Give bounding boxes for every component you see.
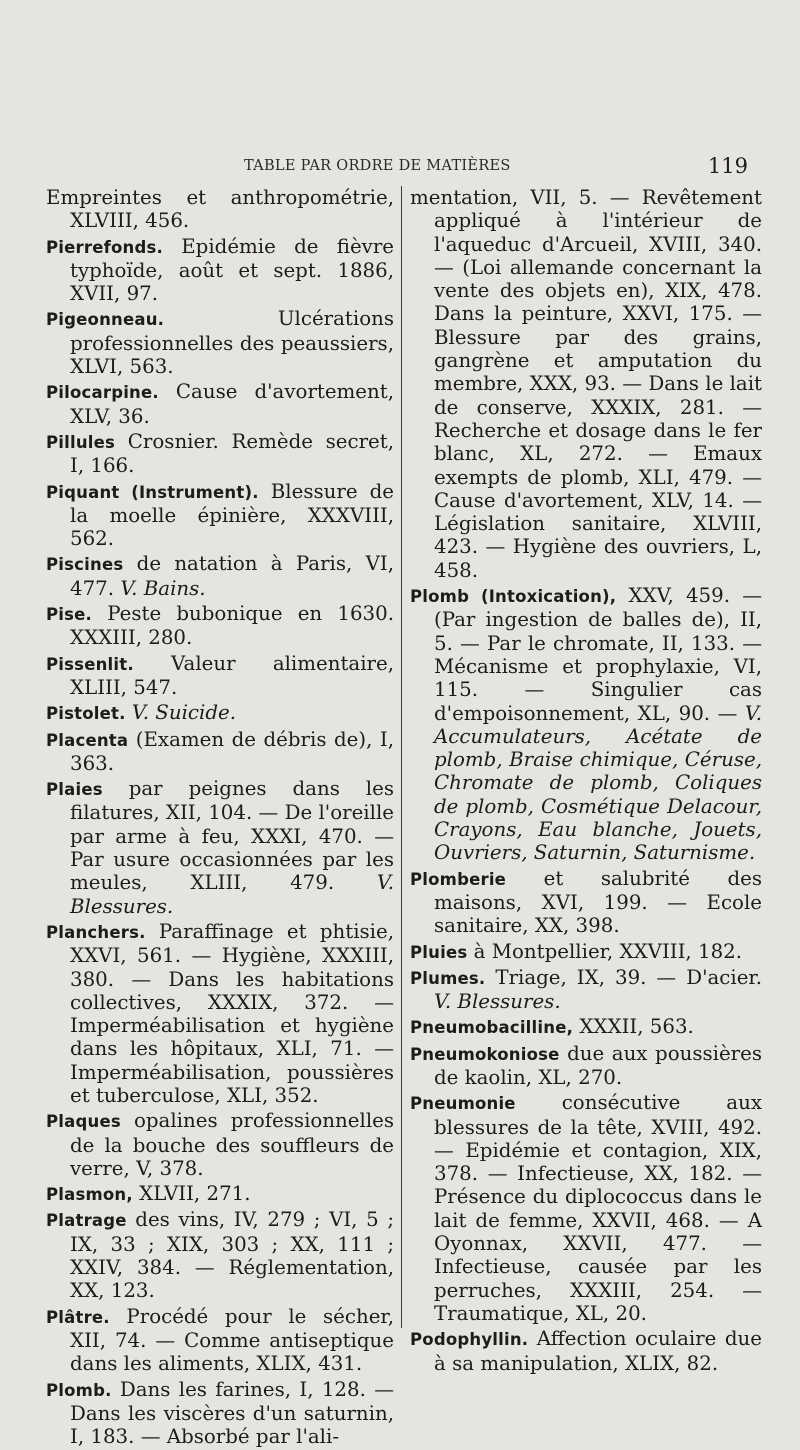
entry-headword: Piquant (Instrument).: [46, 482, 259, 502]
entry-text: XXXII, 563.: [573, 1015, 694, 1039]
entry-text: de natation à Paris, VI, 477.: [70, 552, 394, 600]
index-entry: [46, 1208, 394, 1302]
index-entry: [410, 940, 762, 964]
entry-text: Peste bubonique en 1630. XXXIII, 280.: [70, 602, 394, 650]
entry-headword: Plumes.: [410, 968, 486, 988]
index-entry: [46, 307, 394, 378]
entry-headword: Plomb (Intoxication),: [410, 587, 617, 607]
entry-text: consécutive aux blessures de la tête, XVIII, 492. — Epidémie et contagion, XIX, 378. — Infectieuse, XX, 182. — Présence du diplococcus dans le lait de femme, XXVII, 468. — A Oyonnax, XXVII, 477. — Infectieuse, causée par les perruches, XXXIII, 254. — Traumatique, XL, 20.: [434, 1091, 762, 1325]
entry-headword: Pistolet.: [46, 704, 126, 724]
entry-cross-reference: V. Accumulateurs, Acétate de plomb, Braise chimique, Céruse, Chromate de plomb, Coliques de plomb, Cosmétique Delacour, Crayons, Eau blanche, Jouets, Ouvriers, Saturnin, Saturnisme.: [434, 701, 762, 865]
entry-headword: Planchers.: [46, 922, 146, 942]
entry-text: Triage, IX, 39. — D'acier.: [485, 965, 762, 989]
index-entry: [46, 652, 394, 700]
index-entry: [46, 1305, 394, 1376]
entry-text: et salubrité des maisons, XVI, 199. — Ecole sanitaire, XX, 398.: [434, 866, 762, 938]
index-entry: [46, 1109, 394, 1180]
entry-headword: Pissenlit.: [46, 654, 134, 674]
index-entry: [46, 701, 394, 725]
entry-headword: Pigeonneau.: [46, 310, 165, 330]
entry-headword: Pneumobacilline,: [410, 1018, 574, 1038]
entry-text: opalines professionnelles de la bouche des souffleurs de verre, V, 378.: [70, 1109, 394, 1180]
index-entry: [46, 1182, 394, 1206]
entry-headword: Plomb.: [46, 1380, 112, 1400]
entry-cross-reference: V. Blessures.: [434, 990, 561, 1014]
index-entry: [410, 1327, 762, 1375]
index-entry: [46, 380, 394, 428]
entry-cross-reference: V. Bains.: [120, 576, 206, 600]
entry-text: mentation, VII, 5. — Revêtement appliqué à l'intérieur de l'aqueduc d'Arcueil, XVIII, 340. — (Loi allemande concernant la vente des objets en), XIX, 478. Dans la peinture, XXVI, 175. — Blessure par des grains, gangrène et amputation du membre, XXX, 93. — Dans le lait de conserve, XXXIX, 281. — Recherche et dosage dans le fer blanc, XL, 272. — Emaux exempts de plomb, XLI, 479. — Cause d'avortement, XLV, 14. — Législation sanitaire, XLVIII, 423. — Hygiène des ouvriers, L, 458.: [410, 186, 762, 582]
entry-text: Paraffinage et phtisie, XXVI, 561. — Hygiène, XXXIII, 380. — Dans les habitations collectives, XXXIX, 372. — Imperméabilisation et hygiène dans les hôpitaux, XLI, 71. — Imperméabilisation, poussières et tuberculose, XLI, 352.: [70, 919, 394, 1107]
left-column: [46, 186, 394, 1450]
index-entry: [46, 920, 394, 1107]
entry-text: Crosnier. Remède secret, I, 166.: [70, 429, 394, 478]
index-entry: [46, 235, 394, 306]
entry-headword: Pluies: [410, 942, 468, 962]
entry-text: Procédé pour le sécher, XII, 74. — Comme antiseptique dans les aliments, XLIX, 431.: [70, 1304, 394, 1376]
entry-text: Dans les farines, I, 128. — Dans les viscères d'un saturnin, I, 183. — Absorbé par l'ali-: [70, 1377, 394, 1449]
entry-text: à Montpellier, XXVIII, 182.: [467, 939, 743, 963]
entry-text: XXV, 459. — (Par ingestion de balles de), II, 5. — Par le chromate, II, 133. — Mécanisme et prophylaxie, VI, 115. — Singulier cas d'empoisonnement, XL, 90. —: [434, 584, 762, 725]
page-header: [0, 154, 800, 182]
index-entry: [46, 602, 394, 650]
entry-headword: Plaques: [46, 1112, 121, 1132]
running-title: TABLE PAR ORDRE DE MATIÈRES: [244, 158, 511, 174]
entry-text: due aux poussières de kaolin, XL, 270.: [434, 1041, 762, 1089]
entry-headword: Placenta: [46, 730, 129, 750]
index-entry: [46, 430, 394, 478]
entry-text: Affection oculaire due à sa manipulation, XLIX, 82.: [434, 1327, 762, 1375]
entry-headword: Pilocarpine.: [46, 383, 159, 403]
index-entry: [410, 584, 762, 865]
entry-headword: Pneumonie: [410, 1094, 516, 1114]
entry-text: XLVII, 271.: [132, 1182, 251, 1206]
entry-headword: Pillules: [46, 432, 116, 452]
index-entry: [46, 552, 394, 600]
entry-headword: Piscines: [46, 555, 124, 575]
index-entry: [46, 480, 394, 551]
index-entry: [410, 966, 762, 1014]
index-entry: [46, 186, 394, 233]
entry-cross-reference: V. Blessures.: [70, 871, 394, 918]
entry-headword: Pneumokoniose: [410, 1044, 560, 1064]
entry-text: Cause d'avortement, XLV, 36.: [70, 380, 394, 428]
index-entry: [410, 186, 762, 582]
page-number: 119: [707, 154, 748, 178]
entry-cross-reference: V. Suicide.: [131, 701, 236, 725]
entry-headword: Platrage: [46, 1211, 127, 1231]
index-entry: [46, 1378, 394, 1449]
index-entry: [46, 777, 394, 918]
entry-headword: Plaies: [46, 780, 103, 800]
entry-headword: Pierrefonds.: [46, 237, 163, 257]
entry-text: par peignes dans les filatures, XII, 104. — De l'oreille par arme à feu, XXXI, 470. — Par usure occasionnées par les meules, XLIII, 479.: [70, 777, 394, 895]
index-entry: [410, 1042, 762, 1090]
entry-text: Blessure de la moelle épinière, XXXVIII, 562.: [70, 479, 394, 551]
entry-text: Ulcérations professionnelles des peaussiers, XLVI, 563.: [70, 307, 394, 379]
entry-headword: Plomberie: [410, 869, 507, 889]
entry-headword: Podophyllin.: [410, 1330, 529, 1350]
entry-headword: Plasmon,: [46, 1185, 133, 1205]
index-entry: [410, 867, 762, 938]
index-entry: [410, 1091, 762, 1325]
entry-text: Epidémie de fièvre typhoïde, août et sept. 1886, XVII, 97.: [70, 234, 394, 306]
column-divider: [401, 186, 402, 1328]
index-entry: [410, 1015, 762, 1039]
entry-text: des vins, IV, 279 ; VI, 5 ; IX, 33 ; XIX, 303 ; XX, 111 ; XXIV, 384. — Réglementation, XX, 123.: [70, 1208, 394, 1303]
index-entry: [46, 728, 394, 776]
entry-text: (Examen de débris de), I, 363.: [70, 727, 394, 775]
entry-text: Valeur alimentaire, XLIII, 547.: [70, 651, 394, 699]
entry-headword: Plâtre.: [46, 1307, 110, 1327]
right-column: [410, 186, 762, 1377]
entry-text: Empreintes et anthropométrie, XLVIII, 456.: [46, 186, 394, 233]
entry-headword: Pise.: [46, 605, 93, 625]
